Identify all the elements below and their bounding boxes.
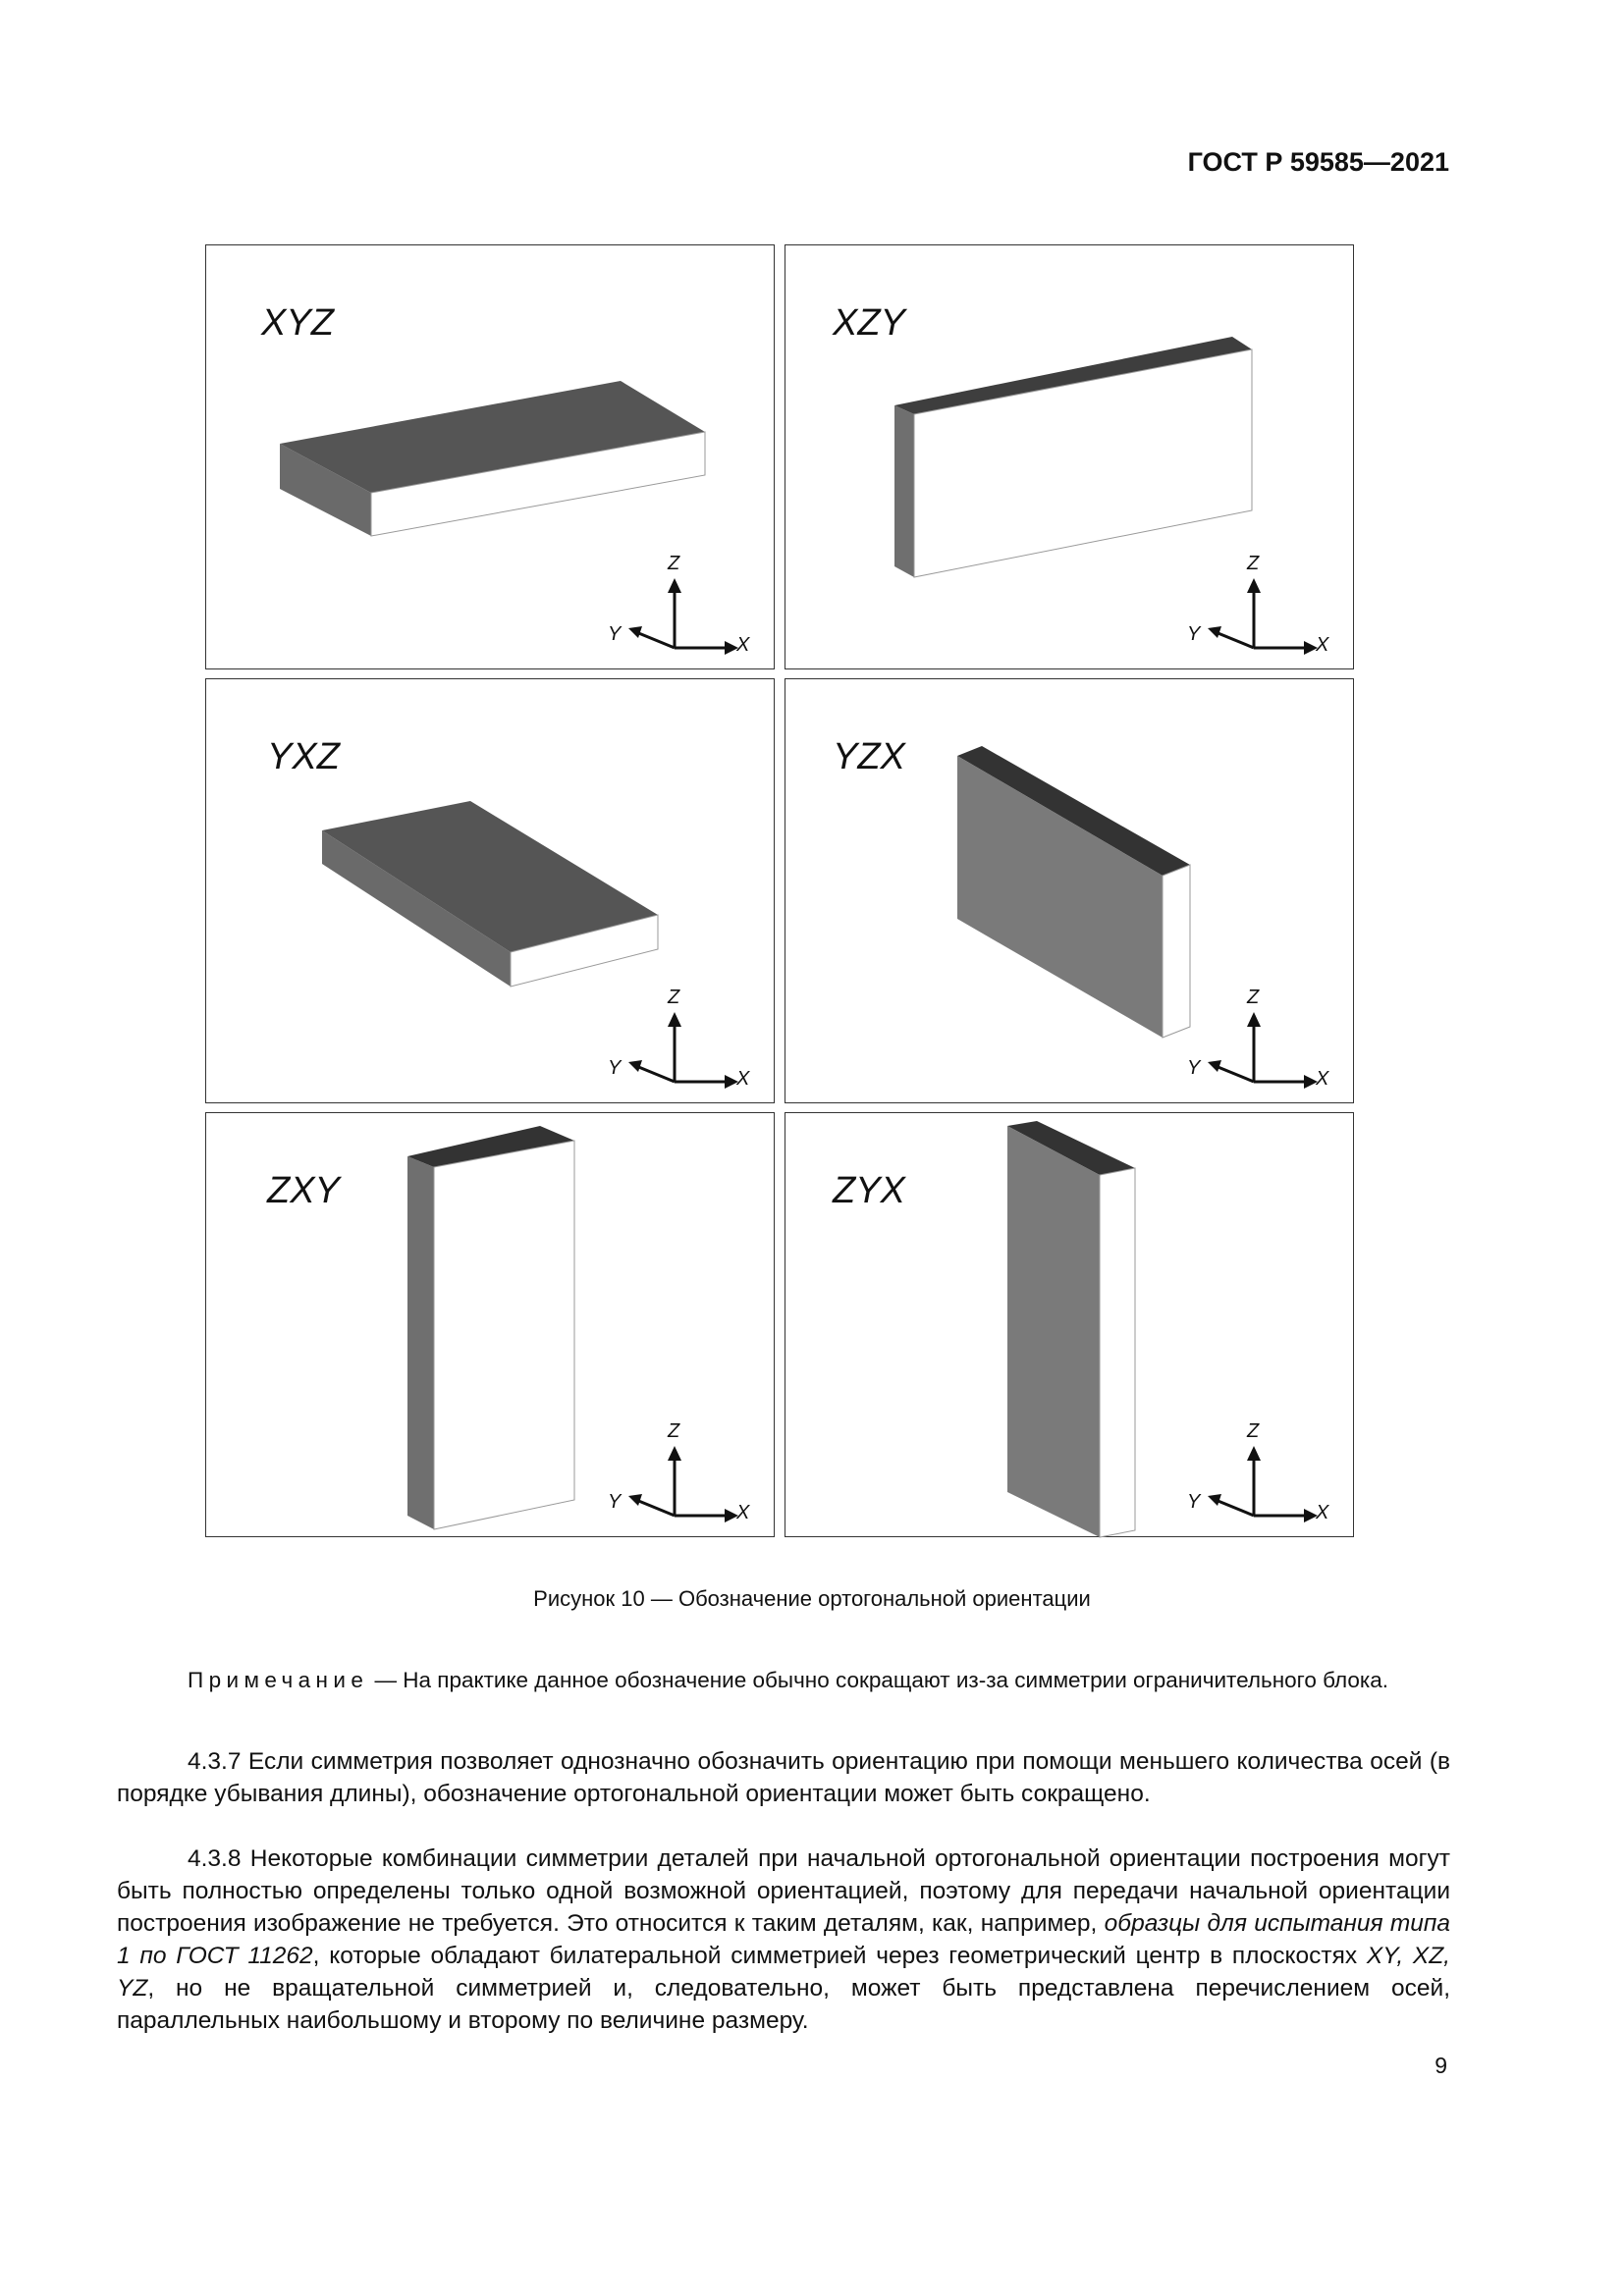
axis-label-z: Z — [1247, 553, 1260, 574]
figure-orientation-grid — [205, 244, 1356, 1538]
panel-label: XYZ — [261, 302, 334, 344]
panel-yxz — [205, 678, 775, 1103]
axis-label-z: Z — [1247, 1420, 1260, 1442]
axis-label-x: X — [1316, 634, 1329, 656]
axis-label-x: X — [736, 1502, 750, 1523]
panel-zyx — [785, 1112, 1354, 1537]
paragraph-4-3-8 — [117, 1842, 1450, 2037]
note-label: Примечание — [188, 1668, 369, 1692]
axis-label-x: X — [736, 1068, 750, 1090]
paragraph-text-part-3: , но не вращательной симметрией и, следовательно, может быть представлена перечислением осей, параллельных наибольшому и второму по величине размеру. — [117, 1975, 1450, 2034]
axis-label-x: X — [1316, 1502, 1329, 1523]
paragraph-italic-planes: XY, XZ, YZ — [117, 1943, 1450, 2002]
paragraph-italic-reference: образцы для испытания типа 1 по ГОСТ 11262 — [117, 1910, 1450, 1969]
figure-caption: Рисунок 10 — Обозначение ортогональной ориентации — [533, 1586, 1091, 1611]
axis-label-y: Y — [1187, 623, 1201, 645]
axis-label-z: Z — [668, 553, 680, 574]
panel-label: ZYX — [833, 1170, 905, 1211]
axis-label-z: Z — [668, 1420, 680, 1442]
axis-label-x: X — [1316, 1068, 1329, 1090]
panel-xyz — [205, 244, 775, 669]
panel-label: XZY — [833, 302, 905, 344]
paragraph-4-3-7 — [117, 1745, 1450, 1810]
axis-label-y: Y — [1187, 1491, 1201, 1513]
panel-yzx — [785, 678, 1354, 1103]
panel-label: YXZ — [267, 736, 340, 777]
axis-label-z: Z — [668, 987, 680, 1008]
panel-zxy — [205, 1112, 775, 1537]
paragraph-text-part-1: 4.3.8 Некоторые комбинации симметрии деталей при начальной ортогональной ориентации построения могут быть полностью определены только одной возможной ориентацией, поэтому для передачи начальной ориентации построения изображение не требуется. Это относится к таким деталям, как, например, — [117, 1845, 1450, 1937]
panel-xzy — [785, 244, 1354, 669]
note-block — [117, 1666, 1450, 1695]
note-text: — На практике данное обозначение обычно сокращают из-за симметрии ограничительного блока. — [374, 1668, 1389, 1692]
paragraph-text: 4.3.7 Если симметрия позволяет однозначно обозначить ориентацию при помощи меньшего количества осей (в порядке убывания длины), обозначение ортогональной ориентации может быть сокращено. — [117, 1748, 1450, 1807]
page-number: 9 — [1435, 2053, 1447, 2078]
axis-label-y: Y — [608, 1057, 622, 1079]
axis-label-y: Y — [608, 1491, 622, 1513]
axis-label-y: Y — [608, 623, 622, 645]
panel-label: YZX — [833, 736, 905, 777]
axis-label-y: Y — [1187, 1057, 1201, 1079]
document-header: ГОСТ Р 59585—2021 — [1187, 147, 1449, 177]
panel-label: ZXY — [267, 1170, 340, 1211]
axis-label-z: Z — [1247, 987, 1260, 1008]
axis-label-x: X — [736, 634, 750, 656]
paragraph-text-part-2: , которые обладают билатеральной симметрией через геометрический центр в плоскостях — [312, 1943, 1358, 1969]
